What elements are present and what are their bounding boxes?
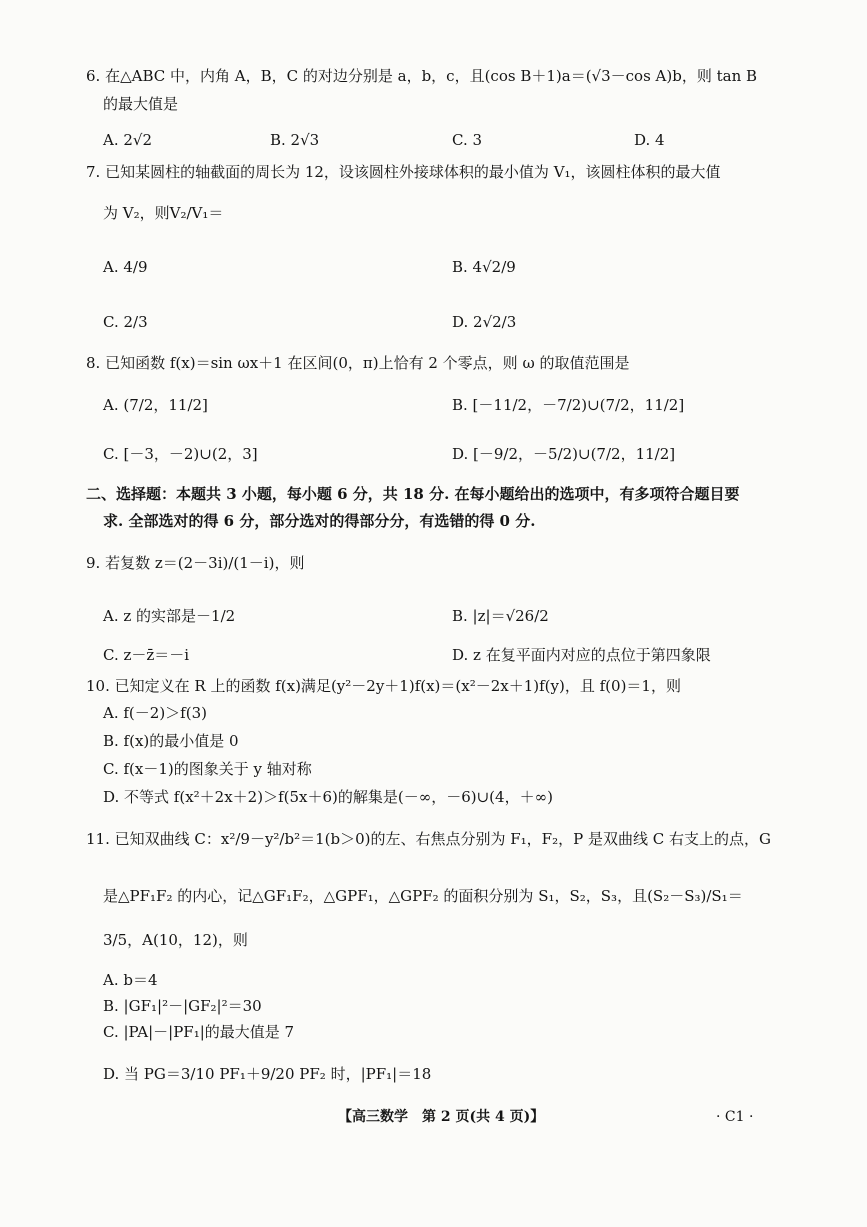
q9-option-b: B. |z|＝√26/2: [452, 607, 549, 625]
q6-option-c: C. 3: [452, 131, 483, 149]
q7-option-a: A. 4/9: [103, 258, 148, 276]
q11-option-d: D. 当 PG＝3/10 PF₁＋9/20 PF₂ 时，|PF₁|＝18: [103, 1065, 432, 1083]
q9-option-a: A. z 的实部是－1/2: [103, 607, 236, 625]
q11-stem-line2: 是△PF₁F₂ 的内心，记△GF₁F₂，△GPF₁，△GPF₂ 的面积分别为 S₁，S₂，S₃，且(S₂－S₃)/S₁＝: [103, 887, 743, 905]
q10-stem: 10. 已知定义在 R 上的函数 f(x)满足(y²－2y＋1)f(x)＝(x²－2x＋1)f(y)，且 f(0)＝1，则: [86, 677, 681, 695]
q9-option-d: D. z 在复平面内对应的点位于第四象限: [452, 646, 711, 664]
q7-stem-line1: 7. 已知某圆柱的轴截面的周长为 12，设该圆柱外接球体积的最小值为 V₁，该圆柱体积的最大值: [86, 163, 721, 181]
q11-option-a: A. b＝4: [103, 971, 158, 989]
q6-stem-line1: 6. 在△ABC 中，内角 A，B，C 的对边分别是 a，b，c，且(cos B＋1)a＝(√3－cos A)b，则 tan B: [86, 67, 758, 85]
q11-stem-line1: 11. 已知双曲线 C：x²/9－y²/b²＝1(b＞0)的左、右焦点分别为 F₁，F₂，P 是双曲线 C 右支上的点，G: [86, 830, 771, 848]
section2-heading-line1: 二、选择题：本题共 3 小题，每小题 6 分，共 18 分. 在每小题给出的选项中，有多项符合题目要: [86, 485, 740, 503]
q11-option-c: C. |PA|－|PF₁|的最大值是 7: [103, 1023, 295, 1041]
q6-option-b: B. 2√3: [270, 131, 320, 149]
q11-stem-line3: 3/5，A(10，12)，则: [103, 931, 248, 949]
q7-option-d: D. 2√2/3: [452, 313, 517, 331]
q8-option-d: D. [－9/2，－5/2)∪(7/2，11/2]: [452, 445, 676, 463]
q9-stem: 9. 若复数 z＝(2－3i)/(1－i)，则: [86, 554, 305, 572]
q11-option-b: B. |GF₁|²－|GF₂|²＝30: [103, 997, 262, 1015]
q6-stem-line2: 的最大值是: [103, 95, 179, 113]
q10-option-b: B. f(x)的最小值是 0: [103, 732, 239, 750]
q8-stem: 8. 已知函数 f(x)＝sin ωx＋1 在区间(0，π)上恰有 2 个零点，则 ω 的取值范围是: [86, 354, 630, 372]
section2-heading-line2: 求. 全部选对的得 6 分，部分选对的得部分分，有选错的得 0 分.: [103, 512, 536, 530]
footer-page-info: 【高三数学 第 2 页(共 4 页)】: [338, 1109, 545, 1125]
q8-option-b: B. [－11/2，－7/2)∪(7/2，11/2]: [452, 396, 685, 414]
q8-option-c: C. [－3，－2)∪(2，3]: [103, 445, 258, 463]
q6-option-d: D. 4: [634, 131, 665, 149]
q10-option-c: C. f(x－1)的图象关于 y 轴对称: [103, 760, 312, 778]
q10-option-a: A. f(－2)＞f(3): [103, 704, 207, 722]
footer-code: · C1 ·: [716, 1109, 754, 1125]
q7-option-c: C. 2/3: [103, 313, 148, 331]
q7-option-b: B. 4√2/9: [452, 258, 516, 276]
q6-option-a: A. 2√2: [103, 131, 153, 149]
q8-option-a: A. (7/2，11/2]: [103, 396, 208, 414]
q7-stem-line2: 为 V₂，则V₂/V₁＝: [103, 204, 224, 222]
q10-option-d: D. 不等式 f(x²＋2x＋2)＞f(5x＋6)的解集是(－∞，－6)∪(4，＋∞): [103, 788, 553, 806]
q9-option-c: C. z－z̄＝－i: [103, 646, 190, 664]
